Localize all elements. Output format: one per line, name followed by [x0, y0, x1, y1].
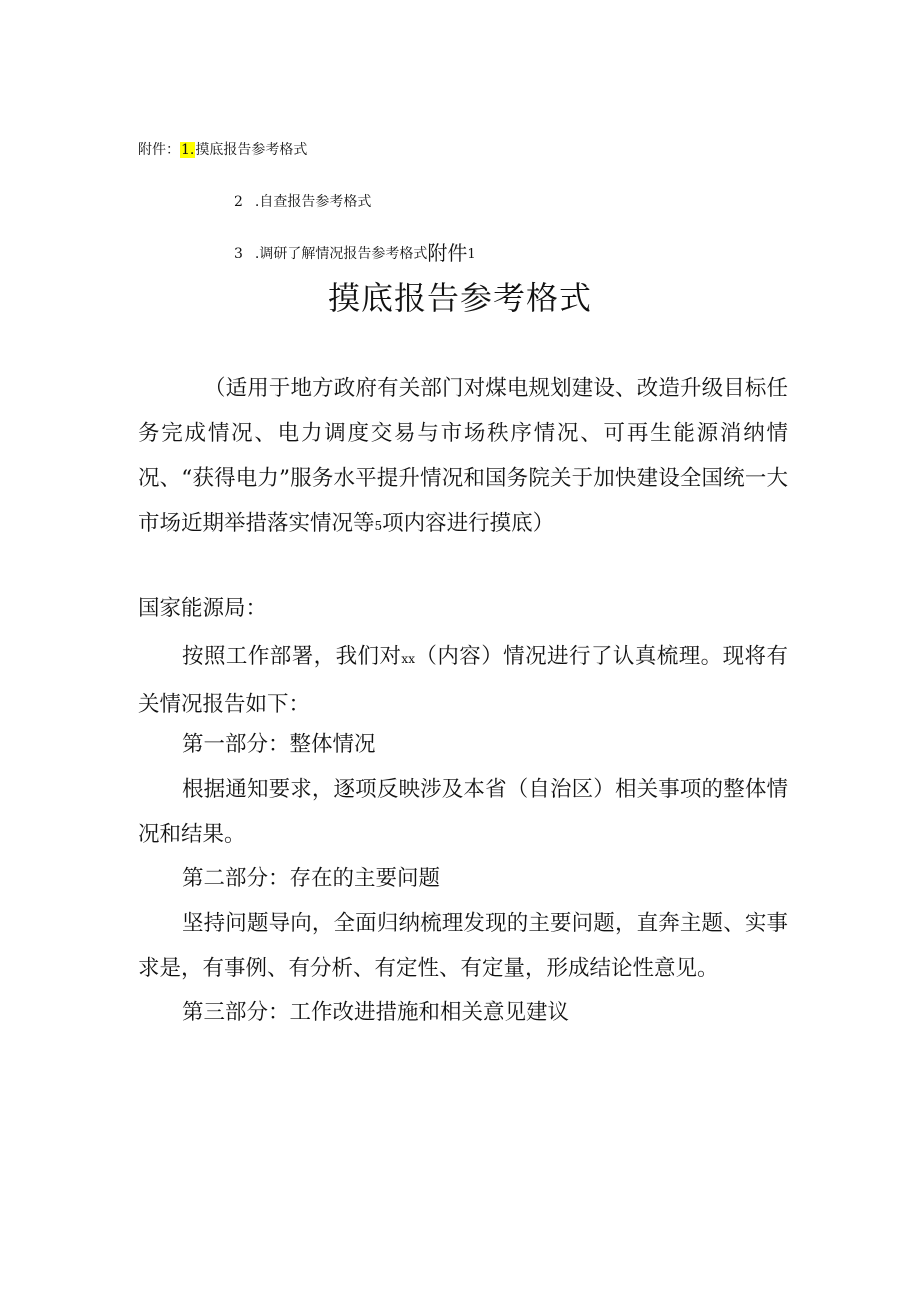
part2-heading: 第二部分：存在的主要问题	[182, 866, 441, 891]
attachment-heading-number: 1	[467, 247, 476, 262]
intro-text: 按照工作部署，我们对	[182, 644, 402, 669]
part2-body: 坚持问题导向，全面归纳梳理发现的主要问题，直奔主题、实事求是，有事例、有分析、有定性、有定量，形成结论性意见。	[138, 911, 788, 981]
scope-note-number: 5	[374, 519, 383, 533]
intro-paragraph	[138, 634, 788, 727]
addressee: 国家能源局：	[138, 596, 268, 621]
scope-note-text-end: 项内容进行摸底）	[382, 511, 555, 536]
attachment-item-2	[234, 192, 371, 212]
attachment-item-1	[138, 140, 307, 160]
intro-placeholder: xx	[401, 652, 415, 666]
attachment-item-2-text: .自查报告参考格式	[254, 194, 372, 210]
attachment-label: 附件：	[138, 142, 180, 158]
part3-heading: 第三部分：工作改进措施和相关意见建议	[182, 1000, 570, 1025]
attachment-item-1-number: 1.	[181, 142, 195, 158]
attachment-heading: 附件	[427, 241, 468, 265]
part1-heading: 第一部分：整体情况	[182, 732, 376, 757]
attachment-item-1-text: 摸底报告参考格式	[195, 142, 308, 158]
scope-note-text: （适用于地方政府有关部门对煤电规划建设、改造升级目标任务完成情况、电力调度交易与市场秩序情况、可再生能源消纳情况、“获得电力”服务水平提升情况和国务院关于加快建设全国统一大市场近期举措落实情况等	[138, 376, 788, 536]
scope-note	[138, 366, 788, 549]
document-title: 摸底报告参考格式	[327, 279, 592, 317]
attachment-item-3	[234, 243, 476, 265]
attachment-item-2-number: 2	[234, 194, 243, 210]
intro-text-end: （内容）情况进行了认真梳理。现将有关情况报告如下：	[138, 644, 788, 717]
part1-body: 根据通知要求，逐项反映涉及本省（自治区）相关事项的整体情况和结果。	[138, 777, 788, 847]
attachment-item-3-number: 3	[234, 246, 243, 262]
attachment-item-3-text: .调研了解情况报告参考格式	[254, 246, 428, 262]
